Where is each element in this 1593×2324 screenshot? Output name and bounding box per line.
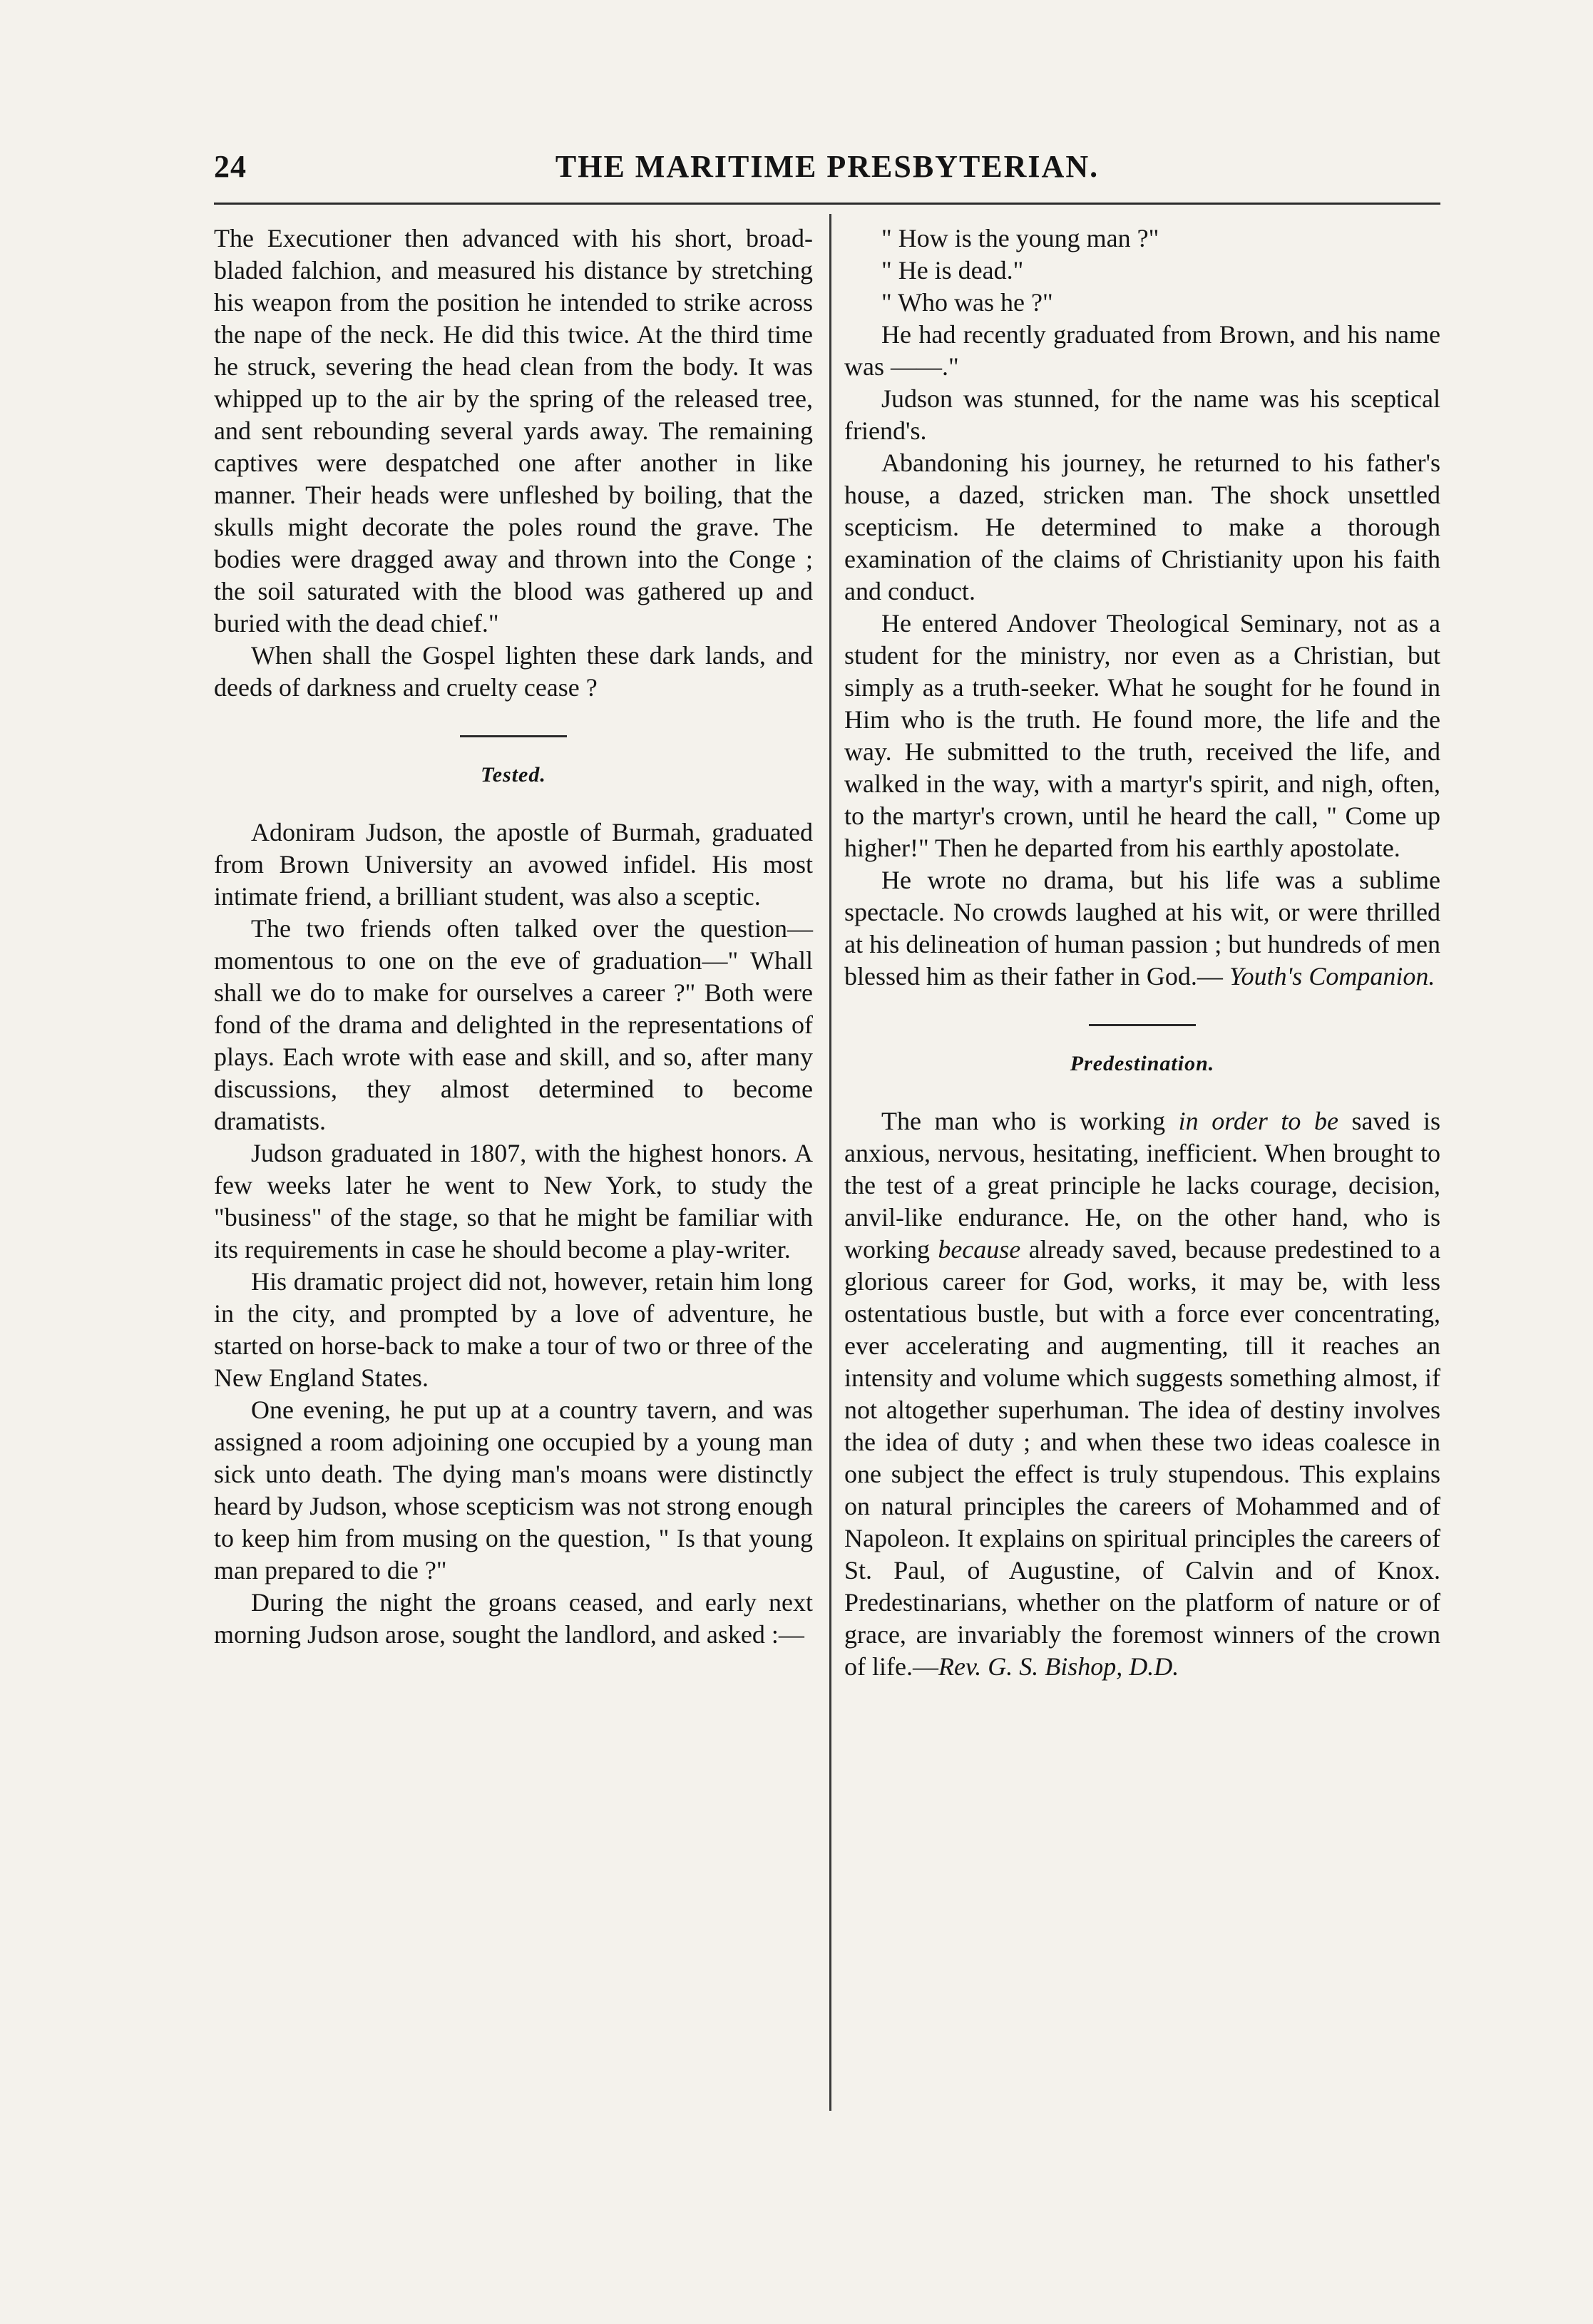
dialog-line: " How is the young man ?" <box>881 224 1159 252</box>
tested-heading: Tested. <box>481 763 546 787</box>
tested-paragraph: His dramatic project did not, however, retain him long in the city, and prompted by a love of adventure, he started on horse-back to make a tour of two or three of the New England States. <box>214 1267 813 1392</box>
running-title: THE MARITIME PRESBYTERIAN. <box>555 149 1100 184</box>
predestination-text: already saved, because predestined to a glorious career for God, works, it may be, with less ostentatious bustle, but with a force ever concentrating, ever accelerating and augmenting, till it reaches an intensity and volume which suggests something almost, if not altogether superhuman. The idea of destiny involves the idea of duty ; and when these two ideas coalesce in one subject the effect is truly stupendous. This explains on natural principles the careers of Mohammed and of Napoleon. It explains on spiritual principles the careers of St. Paul, of Augustine, of Calvin and of Knox. Predestinarians, whether on the platform of nature or of grace, are invariably the foremost winners of the crown of life.— <box>844 1235 1440 1681</box>
executioner-paragraph: The Executioner then advanced with his short, broad-bladed falchion, and measured his distance by stretching his weapon from the position he intended to strike across the nape of the neck. He did this twice. At the third time he struck, severing the head clean from the body. It was whipped up to the air by the spring of the released tree, and sent rebounding several yards away. The remaining captives were despatched one after another in like manner. Their heads were unfleshed by boiling, that the skulls might decorate the poles round the grave. The bodies were dragged away and thrown into the Conge ; the soil saturated with the blood was gathered up and buried with the dead chief." <box>214 224 813 638</box>
tested-paragraph: He entered Andover Theological Seminary, not as a student for the ministry, nor even as a Christian, but simply as a truth-seeker. What he sought for he found in Him who is the truth. He found more, the life and the way. He submitted to the truth, received the life, and walked in the way, with a martyr's spirit, and nigh, often, to the martyr's crown, until he heard the call, " Come up higher!" Then he departed from his earthly apostolate. <box>844 609 1440 862</box>
section-rule <box>460 735 567 737</box>
tested-paragraph: Judson graduated in 1807, with the highest honors. A few weeks later he went to New York, to study the "business" of the stage, so that he might be familiar with its requirements in case he should become a play-writer. <box>214 1139 813 1264</box>
predestination-text: saved is anxious, nervous, hesitating, inefficient. When brought to the test of a great principle he lacks courage, decision, anvil-like endurance. He, on the other hand, who is working <box>844 1107 1440 1264</box>
left-column <box>214 222 813 1651</box>
right-column <box>844 222 1440 1683</box>
dialog-line: " Who was he ?" <box>881 288 1053 317</box>
page-number: 24 <box>214 149 247 184</box>
page-header <box>214 148 1440 191</box>
predestination-paragraph <box>844 1105 1440 1683</box>
source-citation: Youth's Companion. <box>1229 962 1435 990</box>
tested-paragraph: He had recently graduated from Brown, and his name was ——." <box>844 320 1440 381</box>
gospel-paragraph: When shall the Gospel lighten these dark lands, and deeds of darkness and cruelty cease ? <box>214 641 813 702</box>
header-rule <box>214 203 1440 205</box>
predestination-text: The man who is working <box>881 1107 1179 1135</box>
predestination-emphasis: because <box>938 1235 1021 1264</box>
predestination-emphasis: in order to be <box>1178 1107 1338 1135</box>
tested-paragraph: Judson was stunned, for the name was his sceptical friend's. <box>844 384 1440 445</box>
predestination-heading: Predestination. <box>1070 1052 1215 1075</box>
column-divider <box>829 214 831 2111</box>
tested-paragraph: Adoniram Judson, the apostle of Burmah, graduated from Brown University an avowed infidel. His most intimate friend, a brilliant student, was also a sceptic. <box>214 818 813 911</box>
tested-paragraph: One evening, he put up at a country tavern, and was assigned a room adjoining one occupied by a young man sick unto death. The dying man's moans were distinctly heard by Judson, whose scepticism was not strong enough to keep him from musing on the question, " Is that young man prepared to die ?" <box>214 1396 813 1585</box>
section-rule <box>1089 1024 1196 1026</box>
tested-paragraph: During the night the groans ceased, and early next morning Judson arose, sought the landlord, and asked :— <box>214 1588 813 1649</box>
tested-last-text: He wrote no drama, but his life was a sublime spectacle. No crowds laughed at his wit, or were thrilled at his delineation of human passion ; but hundreds of men blessed him as their father in God.— <box>844 866 1440 990</box>
author-byline: Rev. G. S. Bishop, D.D. <box>938 1652 1179 1681</box>
tested-paragraph: Abandoning his journey, he returned to his father's house, a dazed, stricken man. The shock unsettled scepticism. He determined to make a thorough examination of the claims of Christianity upon his faith and conduct. <box>844 449 1440 605</box>
dialog-line: " He is dead." <box>881 256 1024 285</box>
tested-last-paragraph <box>844 864 1440 993</box>
tested-paragraph: The two friends often talked over the question—momentous to one on the eve of graduation—" Whall shall we do to make for ourselves a career ?" Both were fond of the drama and delighted in the representations of plays. Each wrote with ease and skill, and so, after many discussions, they almost determined to become dramatists. <box>214 914 813 1135</box>
